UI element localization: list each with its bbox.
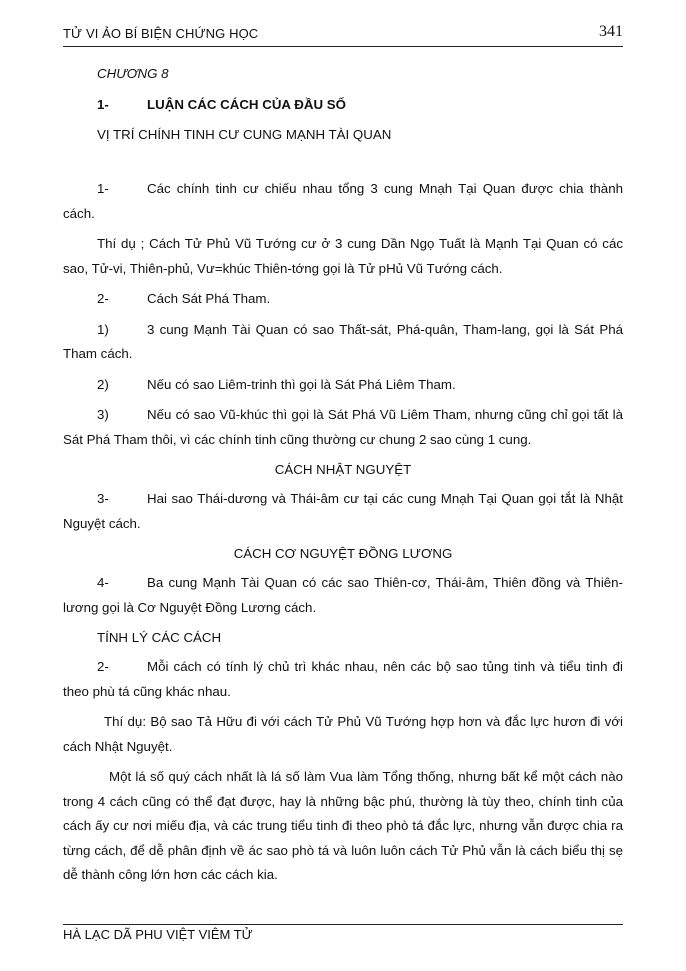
- section-heading: [63, 93, 623, 116]
- paragraph-number: 2-: [97, 291, 109, 306]
- paragraph-7: [63, 487, 623, 536]
- paragraph-6: [63, 403, 623, 452]
- page-footer: HÀ LẠC DÃ PHU VIỆT VIÊM TỬ: [63, 924, 623, 942]
- paragraph-text: Cách Sát Phá Tham.: [147, 291, 271, 306]
- paragraph-number: 1): [97, 321, 109, 337]
- paragraph-4: [63, 318, 623, 367]
- paragraph-number: 3-: [97, 491, 109, 506]
- paragraph-text: Nếu có sao Vũ-khúc thì gọi là Sát Phá Vũ Liêm Tham, nhưng cũng chỉ gọi tất là Sát Phá Tham thôi, vì các chính tinh cũng thường cư chung 2 sao cùng 1 cung.: [63, 407, 623, 447]
- paragraph-9: [63, 655, 623, 704]
- paragraph-text: Mỗi cách có tính lý chủ trì khác nhau, nên các bộ sao tủng tinh và tiểu tinh đi theo phù tá cũng khác nhau.: [63, 659, 623, 699]
- paragraph-number: 1-: [97, 181, 109, 196]
- paragraph-number: 2-: [97, 659, 109, 674]
- heading-nhat-nguyet: CÁCH NHẬT NGUYỆT: [274, 462, 412, 477]
- paragraph-5: [63, 373, 623, 398]
- subtitle-heading: VỊ TRÍ CHÍNH TINH CƯ CUNG MẠNH TÀI QUAN: [97, 127, 392, 142]
- paragraph-1: [63, 177, 623, 226]
- paragraph-8: [63, 571, 623, 620]
- page-number: 341: [599, 23, 623, 40]
- paragraph-3: [63, 287, 623, 312]
- paragraph-text: Hai sao Thái-dương và Thái-âm cư tại các cung Mnạh Tại Quan gọi tắt là Nhật Nguyệt cách.: [63, 491, 623, 531]
- heading-co-nguyet-dong-luong: CÁCH CƠ NGUYỆT ĐỒNG LƯƠNG: [233, 546, 453, 561]
- section-number: 1-: [97, 97, 109, 112]
- page-header: [63, 24, 623, 47]
- paragraph-10: Thí dụ: Bộ sao Tả Hữu đi với cách Tử Phủ Vũ Tướng hợp hơn và đắc lực hươn đi với cách Nhật Nguyệt.: [63, 714, 623, 754]
- paragraph-text: Nếu có sao Liêm-trinh thì gọi là Sát Phá Liêm Tham.: [147, 376, 456, 392]
- heading-tinh-ly: TÍNH LÝ CÁC CÁCH: [97, 630, 222, 645]
- paragraph-number: 2): [97, 376, 109, 392]
- book-title: TỬ VI ẢO BÍ BIỆN CHỨNG HỌC: [63, 26, 259, 41]
- paragraph-number: 4-: [97, 575, 109, 590]
- paragraph-2: Thí dụ ; Cách Tử Phủ Vũ Tướng cư ở 3 cung Dần Ngọ Tuất là Mạnh Tại Quan có các sao, Tử-vi, Thiên-phủ, Vư=khúc Thiên-tớng gọi là Tử pHủ Vũ Tướng cách.: [63, 236, 623, 276]
- page-body: [63, 62, 623, 888]
- chapter-heading: CHƯƠNG 8: [97, 66, 169, 81]
- section-title: LUẬN CÁC CÁCH CỦA ĐẦU SỐ: [147, 97, 346, 112]
- paragraph-text: Các chính tinh cư chiếu nhau tổng 3 cung Mnạh Tại Quan được chia thành cách.: [63, 181, 623, 221]
- paragraph-11: Một lá số quý cách nhất là lá số làm Vua làm Tổng thống, nhưng bất kể một cách nào trong 4 cách cũng có thể đạt được, hay là những bậc phú, thường là tùy theo, chính tinh của cách ấy cư nơi miếu địa, và các trung tiểu tinh đi theo phò tá đắc lực, nhưng vẫn được chia ra từng cách, để dễ phân định về ác sao phò tá và luôn luôn cách Tử Phủ vẫn là cách biểu thị sẹ dễ thành công lớn hơn các cách kia.: [63, 769, 623, 882]
- paragraph-text: 3 cung Mạnh Tài Quan có sao Thất-sát, Phá-quân, Tham-lang, gọi là Sát Phá Tham cách.: [63, 321, 623, 361]
- paragraph-text: Ba cung Mạnh Tài Quan có các sao Thiên-cơ, Thái-âm, Thiên đồng và Thiên-lương gọi là Cơ Nguyệt Đồng Lương cách.: [63, 575, 623, 615]
- paragraph-number: 3): [97, 407, 109, 422]
